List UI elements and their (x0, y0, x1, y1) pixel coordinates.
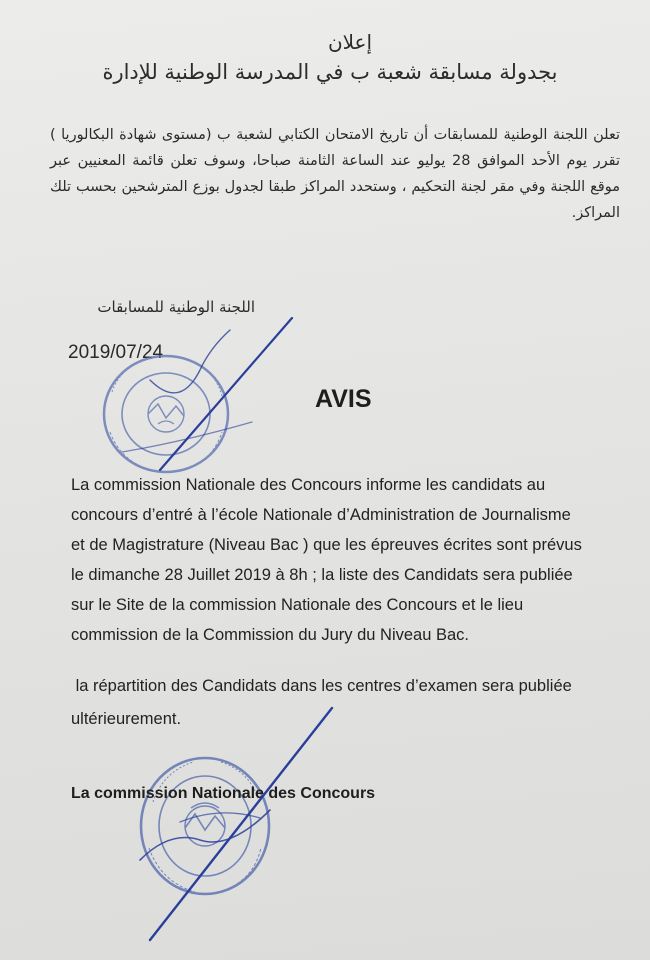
official-stamp-bottom (135, 752, 275, 900)
french-line: la répartition des Candidats dans les centres d’examen sera publiée (71, 677, 572, 695)
french-line: commission de la Commission du Jury du Niveau Bac. (71, 626, 469, 644)
french-body (71, 470, 646, 650)
french-line: et de Magistrature (Niveau Bac ) que les épreuves écrites sont prévus (71, 536, 582, 554)
french-signature: La commission Nationale des Concours (71, 785, 376, 802)
arabic-title: إعلان (327, 30, 373, 54)
date: 2019/07/24 (68, 342, 164, 363)
arabic-signature: اللجنة الوطنية للمسابقات (97, 298, 255, 316)
french-line: sur le Site de la commission Nationale des Concours et le lieu (71, 596, 524, 614)
french-line: La commission Nationale des Concours informe les candidats au (71, 476, 546, 494)
french-line: le dimanche 28 Juillet 2019 à 8h ; la liste des Candidats sera publiée (71, 566, 573, 584)
arabic-subtitle: بجدولة مسابقة شعبة ب في المدرسة الوطنية للإدارة (102, 60, 558, 84)
french-line: ultérieurement. (71, 710, 182, 728)
avis-heading: AVIS (315, 385, 372, 413)
arabic-body: تعلن اللجنة الوطنية للمسابقات أن تاريخ الامتحان الكتابي لشعبة ب (مستوى شهادة البكالوريا ) تقرر يوم الأحد الموافق 28 يوليو عند الساعة الثامنة صباحا، وسوف تعلن قائمة المعنيين عبر موقع اللجنة وفي مقر لجنة التحكيم ، وستحدد المراكز طبقا لجدول بوزع المترشحين بحسب تلك المراكز. (50, 127, 620, 221)
official-stamp (98, 352, 234, 482)
french-body-second (71, 670, 650, 736)
french-line: concours d’entré à l’école Nationale d’Administration de Journalisme (71, 506, 571, 524)
